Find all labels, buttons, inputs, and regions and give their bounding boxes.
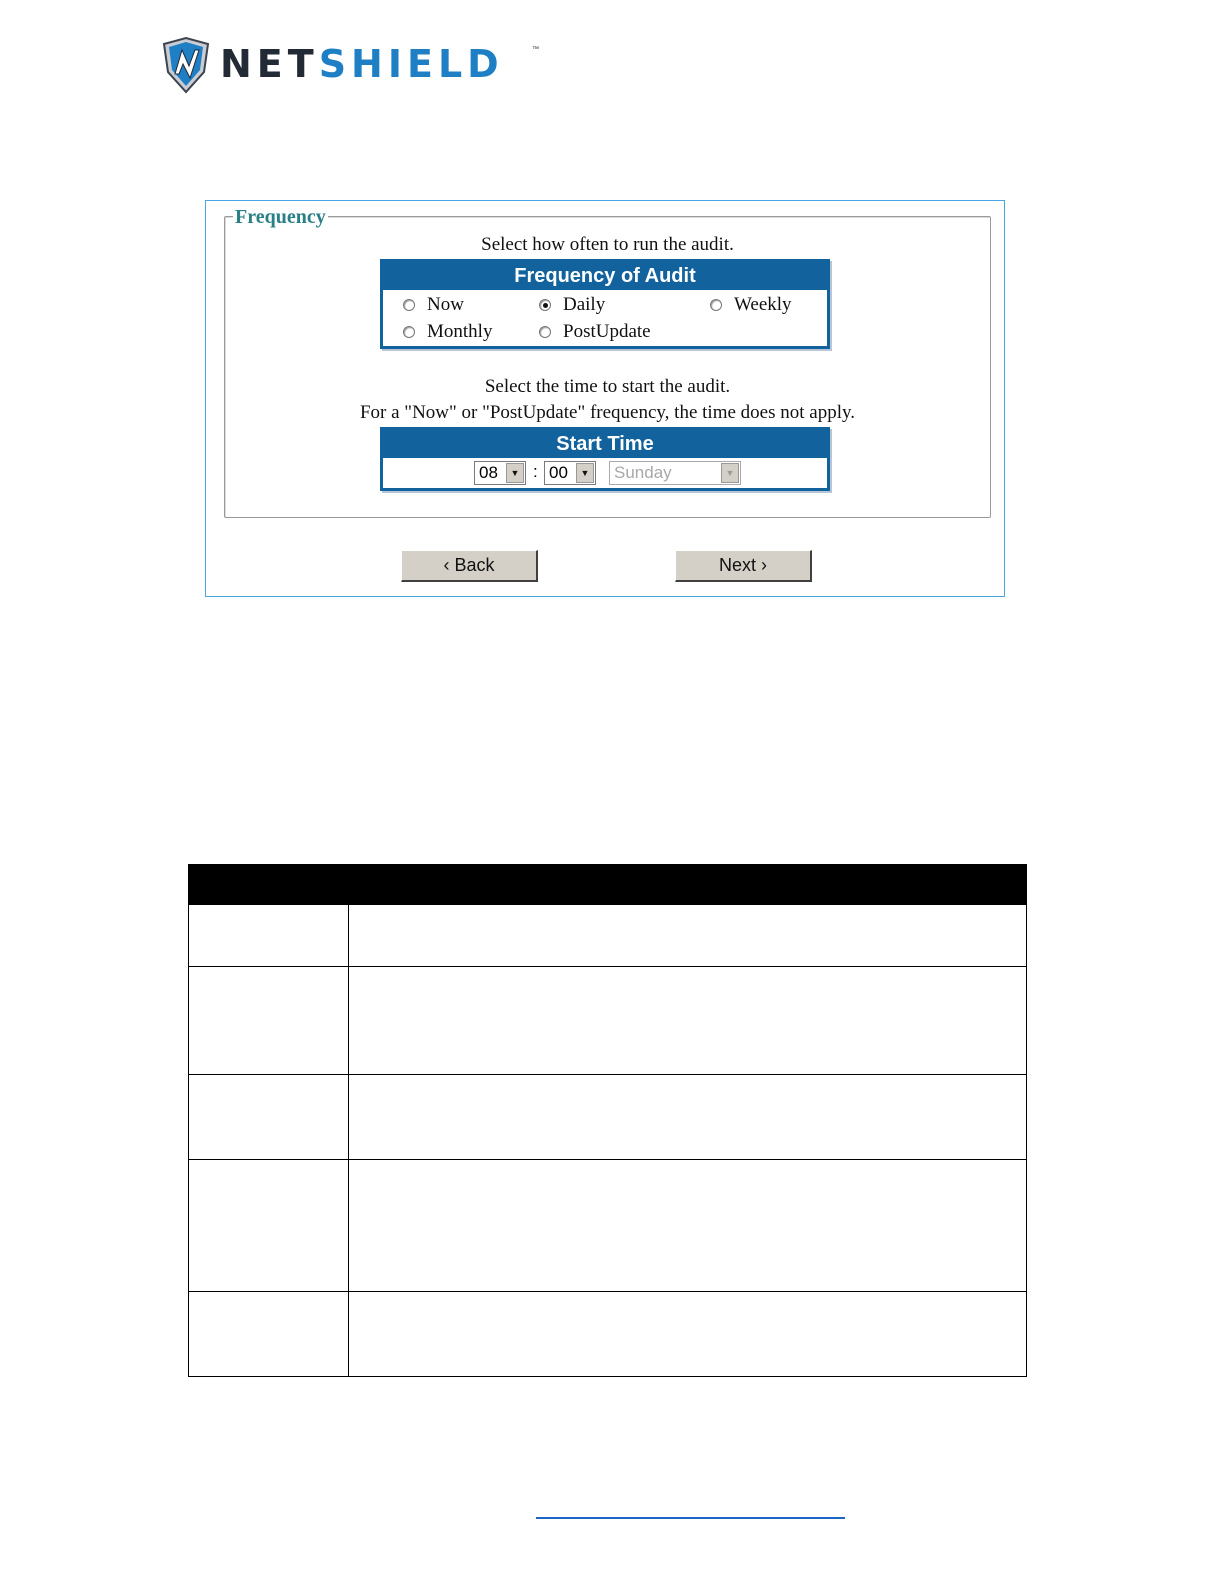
- radio-monthly[interactable]: [403, 321, 492, 343]
- table-cell: [349, 1292, 1027, 1377]
- frequency-dialog-screenshot: [205, 200, 1005, 597]
- minute-select[interactable]: [544, 461, 596, 485]
- radio-postupdate-label: PostUpdate: [563, 321, 651, 342]
- hour-select[interactable]: [474, 461, 526, 485]
- table-header-cell: [189, 865, 349, 905]
- time-separator: :: [533, 462, 538, 481]
- start-time-title: Start Time: [383, 430, 827, 458]
- frequency-panel-title: Frequency of Audit: [383, 262, 827, 290]
- table-row: [189, 1160, 1027, 1292]
- hour-value: 08: [479, 463, 498, 482]
- chevron-down-icon: ▼: [721, 463, 739, 483]
- day-select: [609, 461, 741, 485]
- table-cell: [349, 967, 1027, 1075]
- table-cell: [189, 967, 349, 1075]
- table-row: [189, 905, 1027, 967]
- table-cell: [189, 1075, 349, 1160]
- frequency-fieldset: [224, 206, 991, 518]
- start-time-panel: [380, 427, 830, 491]
- back-button[interactable]: ‹ Back: [401, 550, 538, 582]
- time-note: For a "Now" or "PostUpdate" frequency, the time does not apply.: [359, 402, 855, 423]
- radio-now-button[interactable]: [403, 299, 415, 311]
- netshield-logo: [160, 36, 560, 96]
- table-row: [189, 967, 1027, 1075]
- chevron-down-icon[interactable]: ▼: [576, 463, 594, 483]
- table-cell: [189, 1292, 349, 1377]
- shield-logo-icon: [160, 36, 212, 94]
- table-cell: [189, 1160, 349, 1292]
- next-button[interactable]: Next ›: [675, 550, 812, 582]
- footer-link[interactable]: [536, 1517, 845, 1519]
- radio-daily-label: Daily: [563, 294, 606, 315]
- frequency-of-audit-panel: [380, 259, 830, 349]
- description-table: [188, 864, 1027, 1377]
- radio-monthly-label: Monthly: [427, 321, 493, 342]
- radio-weekly-label: Weekly: [734, 294, 792, 315]
- time-prompt: Select the time to start the audit.: [484, 376, 731, 397]
- table-header-row: [189, 865, 1027, 905]
- table-cell: [349, 1075, 1027, 1160]
- radio-weekly-button[interactable]: [710, 299, 722, 311]
- fieldset-legend: Frequency: [235, 206, 326, 228]
- table-row: [189, 1292, 1027, 1377]
- table-cell: [349, 1160, 1027, 1292]
- table-cell: [189, 905, 349, 967]
- radio-daily-button[interactable]: [539, 299, 551, 311]
- radio-monthly-button[interactable]: [403, 326, 415, 338]
- trademark-symbol: ™: [532, 46, 539, 53]
- day-value: Sunday: [614, 463, 672, 482]
- logo-wordmark: NETSHIELD: [220, 42, 504, 86]
- chevron-down-icon[interactable]: ▼: [506, 463, 524, 483]
- radio-daily[interactable]: [539, 294, 605, 316]
- radio-postupdate-button[interactable]: [539, 326, 551, 338]
- minute-value: 00: [549, 463, 568, 482]
- table-row: [189, 1075, 1027, 1160]
- radio-now-label: Now: [427, 294, 464, 315]
- table-header-cell: [349, 865, 1027, 905]
- radio-postupdate[interactable]: [539, 321, 651, 343]
- table-cell: [349, 905, 1027, 967]
- radio-now[interactable]: [403, 294, 464, 316]
- radio-weekly[interactable]: [710, 294, 792, 316]
- frequency-prompt: Select how often to run the audit.: [481, 234, 734, 255]
